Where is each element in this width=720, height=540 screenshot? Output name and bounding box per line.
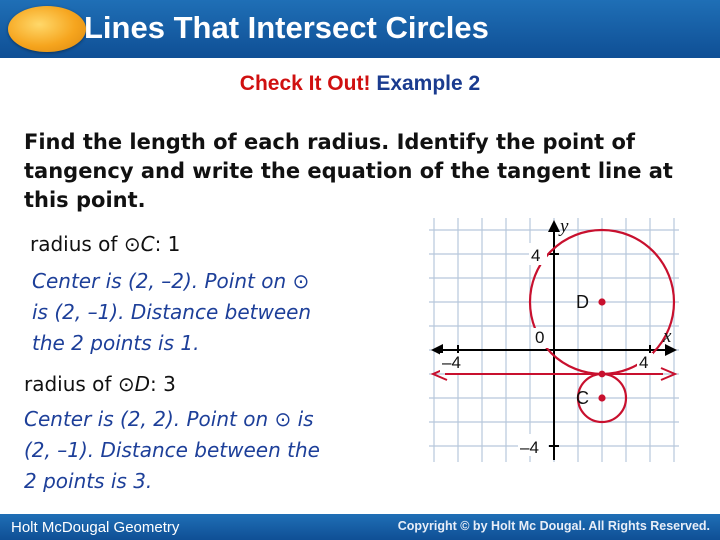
radius-d-label-circle: D [134, 372, 150, 396]
tick-label-x-left: –4 [442, 353, 461, 372]
footer-bar [0, 514, 720, 540]
tick-label-x-right: 4 [639, 353, 649, 372]
center-point-c [598, 394, 605, 401]
circle-symbol-icon: ⊙ [274, 407, 292, 431]
y-axis-arrow [548, 220, 560, 232]
tick-label-y-bottom: –4 [520, 438, 539, 457]
tangency-point [599, 371, 606, 378]
radius-d-answer-line-1: Center is (2, 2). Point on [24, 407, 275, 431]
radius-d-label-post: : 3 [150, 372, 176, 396]
radius-c-answer-line-3: the 2 points is 1. [32, 331, 200, 355]
circle-symbol-icon: ⊙ [117, 372, 135, 396]
coordinate-graph [425, 214, 683, 466]
radius-c-label-post: : 1 [154, 232, 181, 256]
footer-copyright: Copyright © by Holt Mc Dougal. All Rights Reserved. [397, 519, 710, 533]
radius-d-answer-line-2: (2, –1). Distance between the [24, 438, 320, 462]
y-axis-label: y [560, 216, 569, 237]
check-it-out-label: Check It Out! [239, 72, 371, 95]
graph-axes [431, 220, 677, 460]
radius-d-answer-line-3: 2 points is 3. [24, 469, 153, 493]
tick-label-y-top: 4 [531, 246, 541, 265]
center-point-d [598, 298, 605, 305]
radius-c-answer-line-1: Center is (2, –2). Point on [32, 269, 293, 293]
header-logo-oval [8, 6, 86, 52]
x-axis-label: x [663, 326, 672, 347]
radius-c-label-circle: C [140, 232, 155, 256]
example-number: Example 2 [376, 72, 481, 95]
graph-labels [440, 216, 672, 457]
radius-d-answer-line-1-tail: is [291, 407, 314, 431]
point-label-c: C [576, 388, 589, 408]
example-subtitle [0, 72, 720, 96]
footer-publisher: Holt McDougal Geometry [11, 519, 180, 536]
point-label-d: D [576, 292, 589, 312]
radius-c-answer [32, 266, 311, 359]
radius-c-label-pre: radius of [30, 232, 124, 256]
problem-prompt: Find the length of each radius. Identify the point of tangency and write the equation of the tangent line at this point. [24, 130, 673, 212]
circle-symbol-icon: ⊙ [292, 269, 310, 293]
radius-c-answer-line-2: is (2, –1). Distance between [32, 300, 312, 324]
page-title: Lines That Intersect Circles [84, 10, 489, 45]
radius-d-label [24, 372, 176, 396]
radius-d-label-pre: radius of [24, 372, 118, 396]
header-bar [0, 0, 720, 58]
tick-label-origin: 0 [535, 328, 545, 347]
radius-c-label [30, 232, 180, 256]
circle-symbol-icon: ⊙ [123, 232, 141, 256]
radius-d-answer [24, 404, 320, 497]
